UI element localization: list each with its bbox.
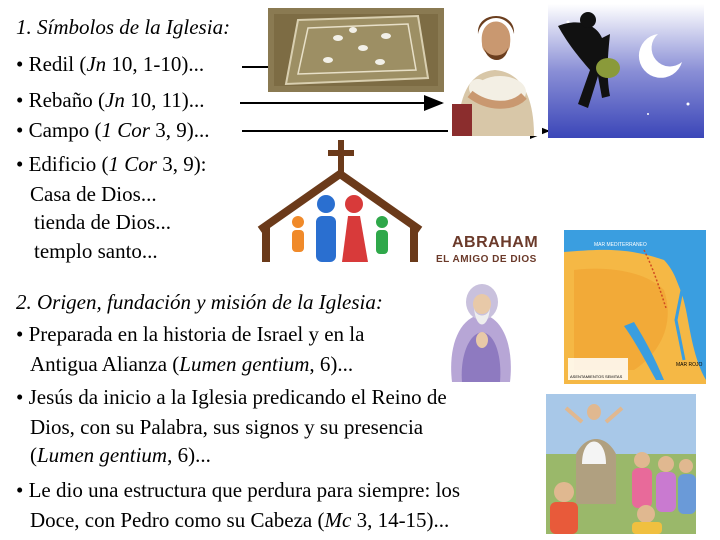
map-legend: ASENTAMIENTOS SEMITAS [570, 374, 623, 379]
abraham-title: ABRAHAM [452, 234, 539, 251]
good-shepherd-image [448, 4, 542, 136]
church-family-image [256, 140, 424, 264]
abraham-subtitle: EL AMIGO DE DIOS [436, 254, 537, 265]
sower-image [548, 4, 704, 138]
map-sea-label: MAR MEDITERRANEO [594, 242, 647, 248]
bullet-preparada-line1: • Preparada en la historia de Israel y en la [16, 322, 365, 346]
bullet-estructura-line1: • Le dio una estructura que perdura para siempre: los [16, 478, 461, 502]
bullet-jesus-line2: Dios, con su Palabra, sus signos y su presencia [30, 415, 424, 439]
bullet-estructura-line2: Doce, con Pedro como su Cabeza (Mc 3, 14-15)... [30, 508, 450, 532]
sub-item-tienda: tienda de Dios... [34, 210, 172, 234]
bullet-jesus-line1: • Jesús da inicio a la Iglesia predicando el Reino de [16, 385, 447, 409]
map-image [564, 230, 706, 384]
sub-item-templo: templo santo... [34, 239, 158, 263]
list-item-redil: • Redil (Jn 10, 1-10)... [16, 52, 205, 76]
sheepfold-image [268, 8, 444, 92]
map-red-sea-label: MAR ROJO [676, 362, 703, 368]
sub-item-casa: Casa de Dios... [30, 182, 157, 206]
bullet-preparada-line2: Antigua Alianza (Lumen gentium, 6)... [30, 352, 354, 376]
jesus-preaching-image [546, 394, 696, 534]
list-item-rebano: • Rebaño (Jn 10, 11)... [16, 88, 205, 112]
list-item-edificio: • Edificio (1 Cor 3, 9): [16, 152, 207, 176]
section1-heading: 1. Símbolos de la Iglesia: [16, 15, 231, 39]
bullet-jesus-line3: (Lumen gentium, 6)... [30, 443, 211, 467]
abraham-banner [430, 228, 554, 274]
list-item-campo: • Campo (1 Cor 3, 9)... [16, 118, 210, 142]
section2-heading: 2. Origen, fundación y misión de la Iglesia: [16, 290, 383, 314]
abraham-figure-image [438, 278, 524, 382]
